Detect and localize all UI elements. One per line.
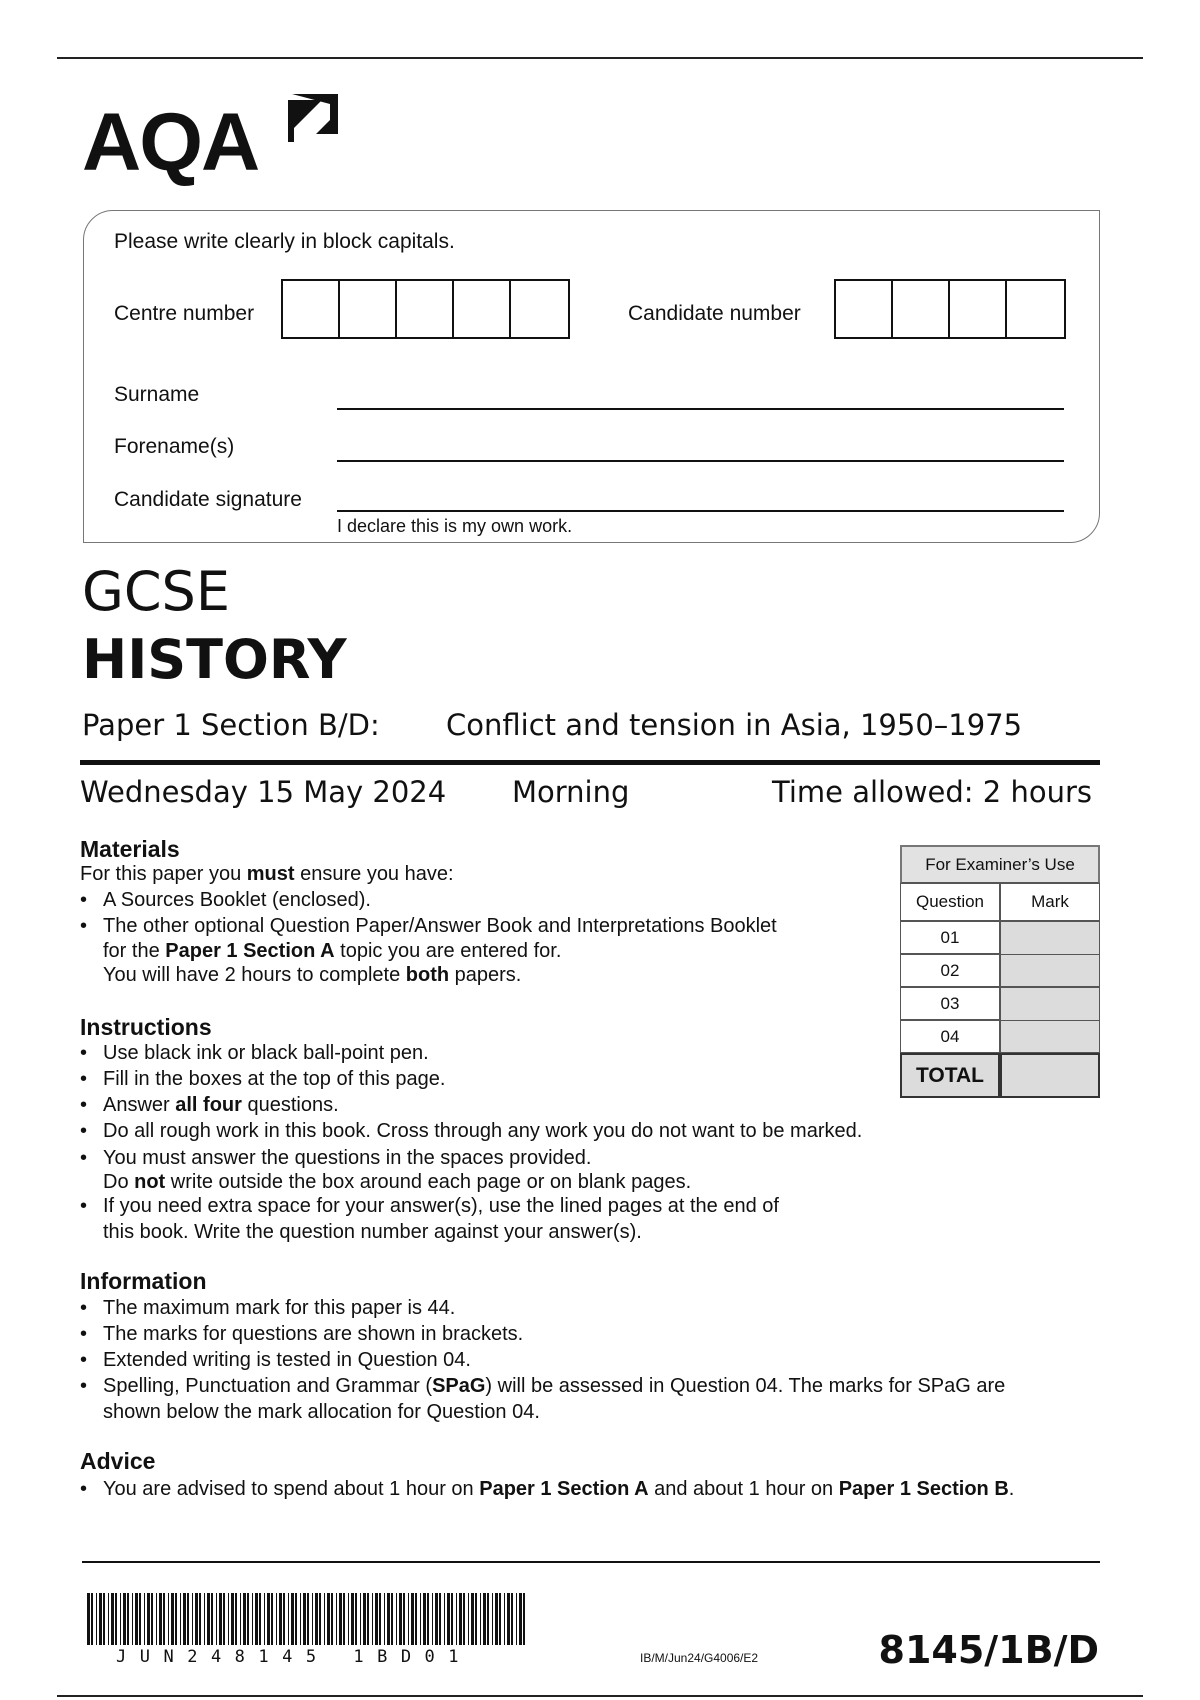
instruction-item: You must answer the questions in the spaces provided. — [103, 1147, 592, 1169]
bullet: • — [80, 889, 88, 911]
barcode-bar — [516, 1593, 517, 1645]
title-divider — [80, 760, 1100, 765]
subject-title: HISTORY — [82, 628, 347, 691]
barcode-bar — [192, 1593, 193, 1645]
bullet: • — [80, 1068, 88, 1090]
barcode-bar — [343, 1593, 345, 1645]
barcode-bar — [451, 1593, 453, 1645]
total-label: TOTAL — [900, 1053, 1000, 1098]
question-number: 03 — [900, 987, 1000, 1020]
barcode-bar — [367, 1593, 369, 1645]
barcode-bar — [387, 1593, 390, 1645]
barcode — [87, 1593, 527, 1645]
barcode-bar — [363, 1593, 366, 1645]
barcode-bar — [168, 1593, 169, 1645]
barcode-bar — [96, 1593, 97, 1645]
barcode-bar — [339, 1593, 342, 1645]
barcode-bar — [331, 1593, 333, 1645]
barcode-bar — [108, 1593, 109, 1645]
materials-item-cont: You will have 2 hours to complete both papers. — [103, 964, 522, 986]
topic-title: Conflict and tension in Asia, 1950–1975 — [446, 708, 1023, 742]
candidate-number-boxes[interactable] — [834, 279, 1066, 339]
logo-text: AQA — [82, 97, 259, 188]
barcode-bar — [420, 1593, 421, 1645]
mark-column-header: Mark — [1000, 883, 1100, 921]
barcode-bar — [132, 1593, 133, 1645]
barcode-bar — [504, 1593, 505, 1645]
barcode-bar — [99, 1593, 102, 1645]
paper-code: 8145/1B/D — [878, 1628, 1099, 1672]
bullet: • — [80, 1349, 88, 1371]
barcode-bar — [135, 1593, 138, 1645]
bullet: • — [80, 1375, 88, 1397]
barcode-bar — [444, 1593, 445, 1645]
barcode-bar — [523, 1593, 525, 1645]
advice-item: You are advised to spend about 1 hour on Paper 1 Section A and about 1 hour on Paper 1 Section B. — [103, 1478, 1015, 1500]
barcode-bar — [447, 1593, 450, 1645]
barcode-bar — [324, 1593, 325, 1645]
centre-digit-box[interactable] — [283, 281, 340, 337]
barcode-bar — [432, 1593, 433, 1645]
barcode-bar — [255, 1593, 258, 1645]
question-number: 01 — [900, 921, 1000, 954]
barcode-bar — [87, 1593, 90, 1645]
barcode-bar — [171, 1593, 174, 1645]
bullet: • — [80, 1042, 88, 1064]
information-item: Extended writing is tested in Question 04. — [103, 1349, 471, 1371]
barcode-text: JUN248145 1BD01 — [116, 1647, 473, 1667]
block-capitals-instruction: Please write clearly in block capitals. — [114, 230, 455, 253]
information-heading: Information — [80, 1268, 207, 1294]
mark-cell — [1000, 987, 1100, 1020]
bullet: • — [80, 1195, 88, 1217]
mark-cell — [1000, 1020, 1100, 1053]
barcode-bar — [360, 1593, 361, 1645]
materials-intro: For this paper you must ensure you have: — [80, 863, 454, 885]
barcode-bar — [399, 1593, 402, 1645]
barcode-bar — [204, 1593, 205, 1645]
candidate-digit-box[interactable] — [836, 281, 893, 337]
barcode-bar — [163, 1593, 165, 1645]
information-item: Spelling, Punctuation and Grammar (SPaG) will be assessed in Question 04. The marks for SPaG are — [103, 1375, 1006, 1397]
barcode-bar — [355, 1593, 357, 1645]
barcode-bar — [211, 1593, 213, 1645]
candidate-digit-box[interactable] — [1007, 281, 1064, 337]
barcode-bar — [219, 1593, 222, 1645]
bullet: • — [80, 1094, 88, 1116]
examiner-table — [900, 845, 1100, 1098]
bullet: • — [80, 1147, 88, 1169]
barcode-bar — [300, 1593, 301, 1645]
barcode-bar — [312, 1593, 313, 1645]
question-number: 04 — [900, 1020, 1000, 1053]
barcode-bar — [483, 1593, 486, 1645]
paper-title: Paper 1 Section B/D: — [82, 708, 380, 742]
bullet: • — [80, 915, 88, 937]
barcode-bar — [307, 1593, 309, 1645]
barcode-bar — [144, 1593, 145, 1645]
barcode-bar — [471, 1593, 474, 1645]
barcode-bar — [327, 1593, 330, 1645]
barcode-bar — [127, 1593, 129, 1645]
barcode-bar — [271, 1593, 273, 1645]
barcode-bar — [259, 1593, 261, 1645]
barcode-bar — [276, 1593, 277, 1645]
barcode-bar — [228, 1593, 229, 1645]
barcode-bar — [315, 1593, 318, 1645]
barcode-bar — [199, 1593, 201, 1645]
barcode-bar — [391, 1593, 393, 1645]
barcode-bar — [91, 1593, 93, 1645]
centre-digit-box[interactable] — [454, 281, 511, 337]
barcode-bar — [139, 1593, 141, 1645]
aqa-logo — [82, 90, 382, 190]
question-number: 02 — [900, 954, 1000, 987]
barcode-bar — [240, 1593, 241, 1645]
barcode-bar — [468, 1593, 469, 1645]
barcode-bar — [180, 1593, 181, 1645]
materials-item: A Sources Booklet (enclosed). — [103, 889, 371, 911]
signature-label: Candidate signature — [114, 488, 302, 511]
bullet: • — [80, 1323, 88, 1345]
bullet: • — [80, 1478, 88, 1500]
reference-code: IB/M/Jun24/G4006/E2 — [640, 1651, 759, 1665]
barcode-bar — [279, 1593, 282, 1645]
surname-label: Surname — [114, 383, 200, 406]
barcode-bar — [120, 1593, 121, 1645]
barcode-bar — [175, 1593, 177, 1645]
barcode-bar — [111, 1593, 114, 1645]
barcode-bar — [348, 1593, 349, 1645]
mark-cell — [1000, 921, 1100, 954]
barcode-bar — [243, 1593, 246, 1645]
forename-field[interactable] — [337, 460, 1064, 462]
barcode-bar — [411, 1593, 414, 1645]
centre-digit-box[interactable] — [340, 281, 397, 337]
time-allowed: Time allowed: 2 hours — [772, 775, 1092, 809]
barcode-bar — [151, 1593, 153, 1645]
barcode-bar — [351, 1593, 354, 1645]
barcode-bar — [336, 1593, 337, 1645]
barcode-bar — [159, 1593, 162, 1645]
barcode-bar — [507, 1593, 510, 1645]
instructions-heading: Instructions — [80, 1014, 212, 1040]
barcode-bar — [123, 1593, 126, 1645]
barcode-bar — [379, 1593, 381, 1645]
barcode-bar — [396, 1593, 397, 1645]
barcode-bar — [291, 1593, 294, 1645]
barcode-bar — [519, 1593, 522, 1645]
barcode-bar — [115, 1593, 117, 1645]
footer-rule — [82, 1561, 1100, 1563]
barcode-bar — [207, 1593, 210, 1645]
barcode-bar — [187, 1593, 189, 1645]
barcode-bar — [480, 1593, 481, 1645]
barcode-bar — [427, 1593, 429, 1645]
information-item: The marks for questions are shown in brackets. — [103, 1323, 524, 1345]
barcode-bar — [156, 1593, 157, 1645]
bullet: • — [80, 1297, 88, 1319]
barcode-bar — [463, 1593, 465, 1645]
information-item-cont: shown below the mark allocation for Question 04. — [103, 1401, 540, 1423]
barcode-bar — [415, 1593, 417, 1645]
barcode-bar — [384, 1593, 385, 1645]
barcode-bar — [423, 1593, 426, 1645]
exam-session: Morning — [512, 775, 630, 809]
barcode-bar — [283, 1593, 285, 1645]
barcode-bar — [223, 1593, 225, 1645]
barcode-bar — [247, 1593, 249, 1645]
bottom-rule — [57, 1695, 1143, 1697]
barcode-bar — [147, 1593, 150, 1645]
barcode-bar — [487, 1593, 489, 1645]
barcode-bar — [439, 1593, 441, 1645]
top-rule — [57, 57, 1143, 59]
barcode-bar — [459, 1593, 462, 1645]
information-item: The maximum mark for this paper is 44. — [103, 1297, 456, 1319]
candidate-number-label: Candidate number — [628, 302, 801, 325]
qualification-title: GCSE — [82, 560, 230, 623]
bullet: • — [80, 1120, 88, 1142]
barcode-bar — [264, 1593, 265, 1645]
instruction-item: Fill in the boxes at the top of this page. — [103, 1068, 446, 1090]
barcode-bar — [319, 1593, 321, 1645]
barcode-bar — [183, 1593, 186, 1645]
instruction-item: Answer all four questions. — [103, 1094, 339, 1116]
barcode-bar — [375, 1593, 378, 1645]
barcode-bar — [456, 1593, 457, 1645]
barcode-bar — [408, 1593, 409, 1645]
barcode-bar — [235, 1593, 237, 1645]
advice-heading: Advice — [80, 1448, 156, 1474]
materials-heading: Materials — [80, 836, 180, 862]
candidate-digit-box[interactable] — [950, 281, 1007, 337]
barcode-bar — [252, 1593, 253, 1645]
barcode-bar — [216, 1593, 217, 1645]
question-column-header: Question — [900, 883, 1000, 921]
instruction-item: If you need extra space for your answer(s), use the lined pages at the end of — [103, 1195, 779, 1217]
centre-digit-box[interactable] — [511, 281, 568, 337]
materials-item-cont: for the Paper 1 Section A topic you are entered for. — [103, 940, 562, 962]
barcode-bar — [403, 1593, 405, 1645]
barcode-bar — [435, 1593, 438, 1645]
centre-number-boxes[interactable] — [281, 279, 570, 339]
centre-digit-box[interactable] — [397, 281, 454, 337]
instruction-item: Do all rough work in this book. Cross through any work you do not want to be marked. — [103, 1120, 863, 1142]
barcode-bar — [231, 1593, 234, 1645]
declaration-text: I declare this is my own work. — [337, 516, 573, 536]
barcode-bar — [372, 1593, 373, 1645]
barcode-bar — [499, 1593, 501, 1645]
barcode-bar — [511, 1593, 513, 1645]
materials-item: The other optional Question Paper/Answer Book and Interpretations Booklet — [103, 915, 777, 937]
total-mark-cell — [1000, 1053, 1100, 1098]
barcode-bar — [267, 1593, 270, 1645]
centre-number-label: Centre number — [114, 302, 255, 325]
candidate-digit-box[interactable] — [893, 281, 950, 337]
barcode-bar — [492, 1593, 493, 1645]
forename-label: Forename(s) — [114, 435, 235, 458]
instruction-item: Use black ink or black ball-point pen. — [103, 1042, 429, 1064]
barcode-bar — [303, 1593, 306, 1645]
exam-date: Wednesday 15 May 2024 — [80, 775, 447, 809]
barcode-bar — [195, 1593, 198, 1645]
logo-mark-icon — [284, 90, 342, 148]
examiner-table-heading: For Examiner’s Use — [900, 845, 1100, 883]
barcode-bar — [103, 1593, 105, 1645]
barcode-bar — [475, 1593, 477, 1645]
barcode-bar — [295, 1593, 297, 1645]
surname-field[interactable] — [337, 408, 1064, 410]
barcode-bar — [495, 1593, 498, 1645]
instruction-item-cont: Do not write outside the box around each page or on blank pages. — [103, 1171, 692, 1193]
signature-field[interactable] — [337, 510, 1064, 512]
mark-cell — [1000, 954, 1100, 987]
barcode-bar — [288, 1593, 289, 1645]
instruction-item-cont: this book. Write the question number against your answer(s). — [103, 1221, 642, 1243]
